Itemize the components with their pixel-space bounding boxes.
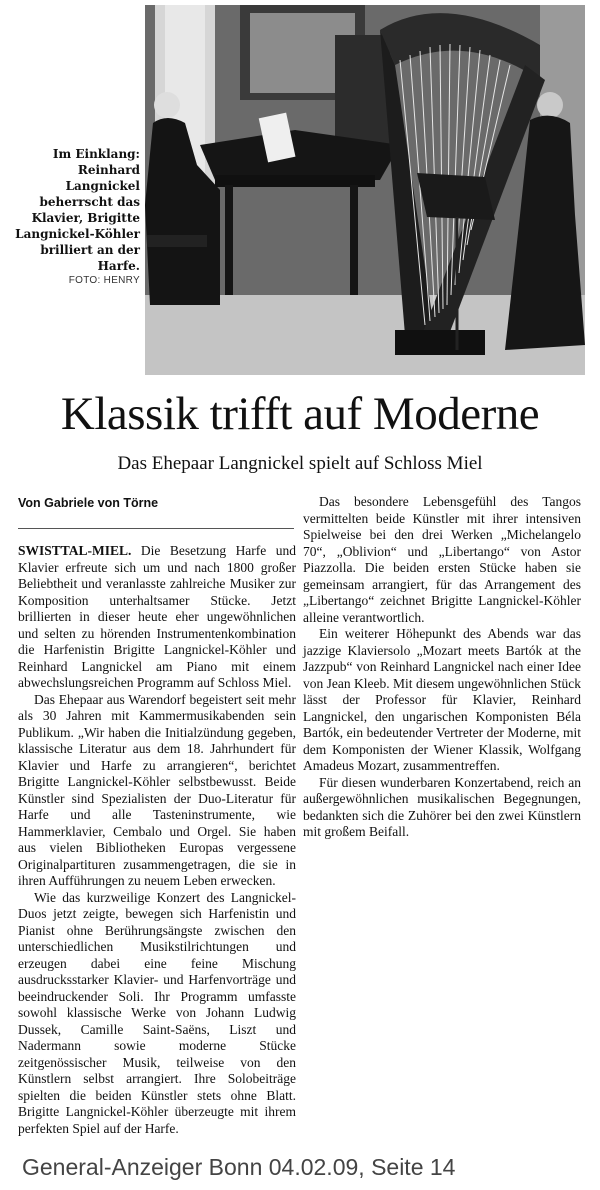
subheadline: Das Ehepaar Langnickel spielt auf Schloss Miel — [117, 453, 483, 474]
byline: Von Gabriele von Törne — [18, 496, 159, 510]
article-paragraph-1 — [18, 543, 296, 692]
caption-text: Im Einklang: Reinhard Langnickel beherrscht das Klavier, Brigitte Langnickel-Köhler brilliert an der Harfe. — [15, 147, 140, 273]
article-paragraph-5: Ein weiterer Höhepunkt des Abends war das jazzige Klaviersolo „Mozart meets Bartók at the Jazzpub“ von Reinhard Langnickel nach einer Idee von Jean Kleeb. Mit diesem ungewöhnlichen Stück lässt der Professor für Klavier, Reinhard Langnickel, den ungarischen Komponisten Béla Bartók, ein bedeutender Vertreter der Moderne, mit dem Komponisten der Wiener Klassik, Wolfgang Amadeus Mozart, zusammentreffen. — [303, 626, 581, 773]
article-paragraph-1-text: Die Besetzung Harfe und Klavier erfreute sich um und nach 1800 großer Beliebtheit und veranlasste zahlreiche Musiker zur Komposition unterhaltsamer Stücke. Jetzt brillierten in dieser heute eher ungewöhnlichen und selten zu hörenden Instrumentenkombination die Harfenistin Brigitte Langnickel-Köhler und Reinhard Langnickel am Piano mit einem abwechslungsreichen Programm auf Schloss Miel. — [18, 543, 297, 690]
article-paragraph-2: Das Ehepaar aus Warendorf begeistert seit mehr als 30 Jahren mit Kammermusikabenden sein Publikum. „Wir haben die Initialzündung gegeben, klassische Literatur aus dem 18. Jahrhundert für Klavier und Harfe zu arrangieren“, berichtet Brigitte Langnickel-Köhler selbstbewusst. Beide Künstler sind Spezialisten der Duo-Literatur für Harfe und alle Tasteninstrumente, wie Hammerklavier, Cembalo und Orgel. Sie haben aus vielen Bibliotheken Europas vergessene Originalpartituren zusammengetragen, die sie in ihren Aufführungen zu neuem Leben erwecken. — [18, 691, 296, 888]
article-paragraph-6: Für diesen wunderbaren Konzertabend, reich an außergewöhnlichen musikalischen Begegnungen, bedankten sich die Zuhörer bei den zwei Künstlern mit großem Beifall. — [303, 774, 581, 839]
article-paragraph-3: Wie das kurzweilige Konzert des Langnickel-Duos jetzt zeigte, bewegen sich Harfenistin und Pianist ohne Berührungsängste zwischen den unterschiedlichen Musikstilrichtungen und erzeugen dabei eine feine Mischung ausdrucksstarker Klavier- und Harfenvorträge und beeindruckender Soli. Ihr Programm umfasste sowohl klassische Werke von Johann Ludwig Dussek, Camille Saint-Saëns, Liszt und Nadermann sowie moderne Stücke zeitgenössischer Musik, teilweise von den Künstlern selbst arrangiert. Ihre Solobeiträge spielten die beiden Künstler stets ohne Blatt. Brigitte Langnickel-Köhler überzeugte mit ihrem perfekten Spiel auf der Harfe. — [18, 889, 296, 1136]
headline: Klassik trifft auf Moderne — [60, 388, 540, 440]
article-column-right — [303, 494, 581, 841]
article-column-left — [18, 543, 296, 1137]
photo-credit: FOTO: HENRY — [68, 275, 140, 286]
article-paragraph-4: Das besondere Lebensgefühl des Tangos vermittelten beide Künstler mit ihrer intensiven Spielweise bei den drei Werken „Michelangelo 70“, „Oblivion“ und „Libertango“ von Astor Piazzolla. Die beiden ersten Stücke haben sie gemeinsam arrangiert, für das Arrangement des „Libertango“ zeichnet Brigitte Langnickel-Köhler alleine verantwortlich. — [303, 494, 581, 625]
source-citation: General-Anzeiger Bonn 04.02.09, Seite 14 — [22, 1154, 456, 1180]
concert-photo — [145, 5, 585, 375]
photo-caption — [10, 146, 140, 288]
concert-photo-illustration — [145, 5, 585, 375]
byline-divider — [18, 528, 294, 529]
article-dateline: SWISTTAL-MIEL. — [18, 543, 132, 558]
